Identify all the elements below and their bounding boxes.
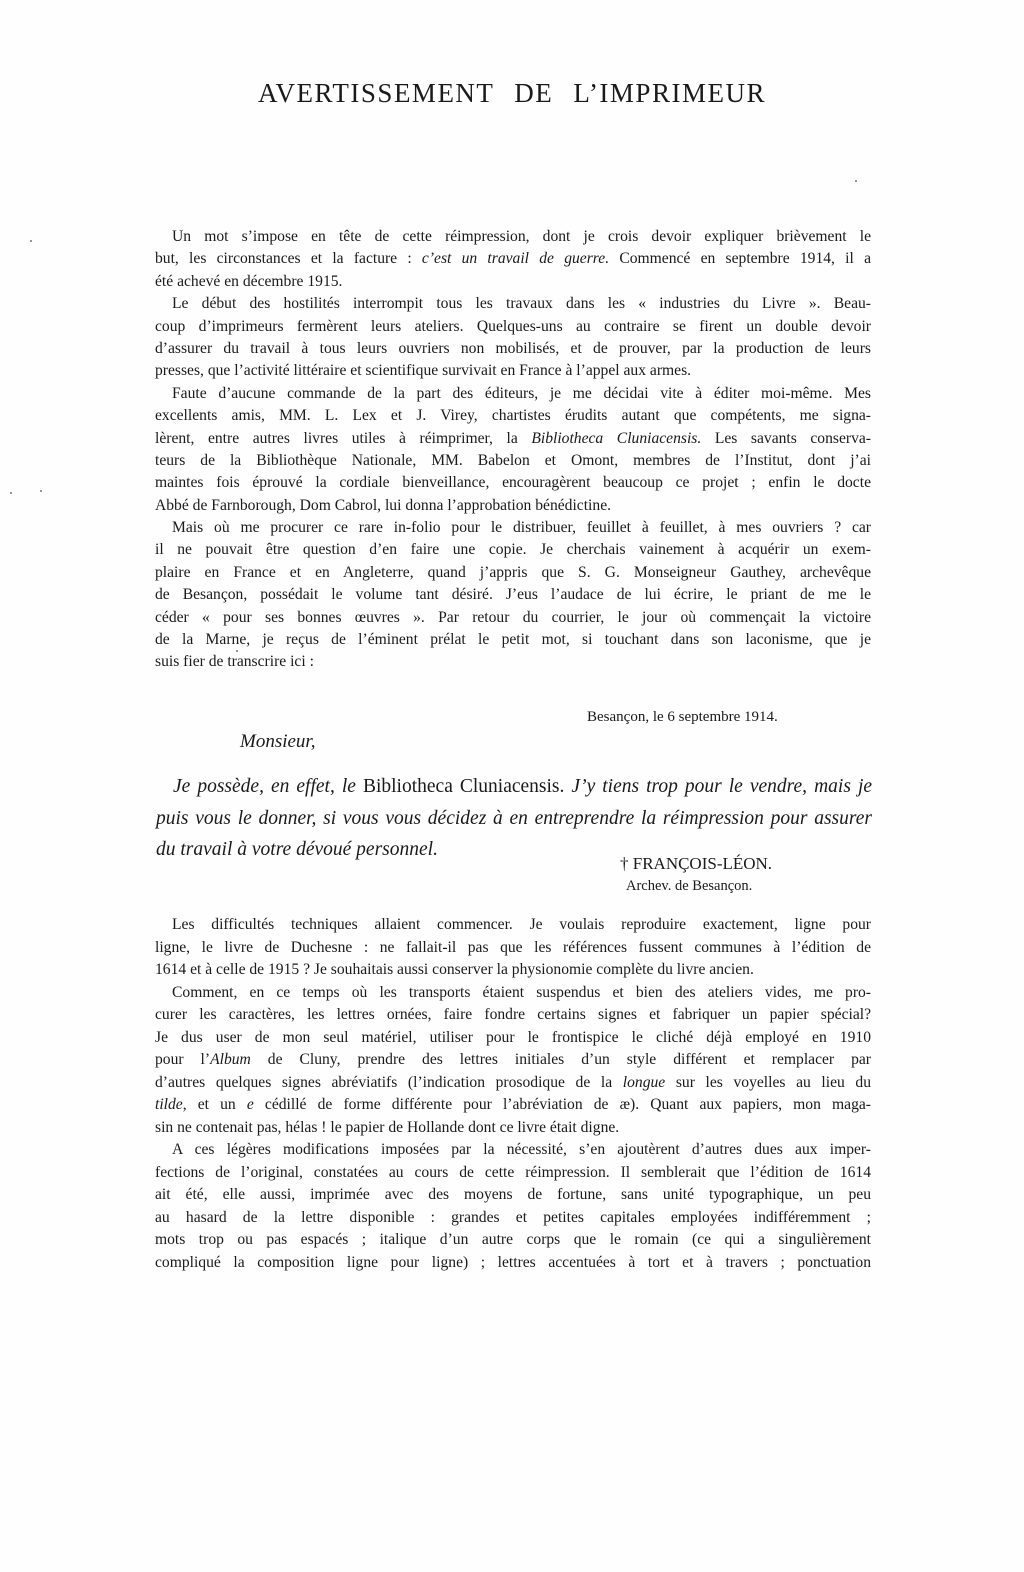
- text-span: lèrent, entre autres livres utiles à réimprimer, la: [155, 429, 532, 447]
- text-span: Je possède, en effet, le: [173, 776, 363, 797]
- text-span: , et un: [182, 1096, 247, 1113]
- text-span: J’y tiens trop pour le vendre, mais je: [564, 776, 873, 797]
- text-line: Abbé de Farnborough, Dom Cabrol, lui donna l’approbation bénédictine.: [155, 496, 612, 514]
- text-line: A ces légères modifications imposées par la nécessité, s’en ajoutèrent d’autres dues aux imper-: [172, 1141, 871, 1158]
- text-line: céder « pour ses bonnes œuvres ». Par retour du courrier, le jour où commençait la victoire: [155, 608, 871, 626]
- text-line: compliqué la composition ligne pour ligne) ; lettres accentuées à tort et à travers ; ponctuation: [155, 1253, 871, 1271]
- letter-signature: † FRANÇOIS-LÉON.: [620, 854, 773, 873]
- text-line: ait été, elle aussi, imprimée avec des moyens de fortune, sans unité typographique, un peu: [155, 1186, 871, 1203]
- text-span: de Cluny, prendre des lettres initiales d’un style différent et remplacer par: [250, 1051, 872, 1068]
- body-part-1: [155, 226, 871, 674]
- text-line: sin ne contenait pas, hélas ! le papier de Hollande dont ce livre était digne.: [155, 1118, 620, 1136]
- text-span: cédillé de forme différente pour l’abréviation de æ). Quant aux papiers, mon maga-: [253, 1096, 871, 1113]
- text-line: au hasard de la lettre disponible : grandes et petites capitales employées indifféremment ;: [155, 1208, 871, 1226]
- text-line: mots trop ou pas espacés ; italique d’un autre corps que le romain (ce qui a singulièrement: [155, 1231, 871, 1248]
- text-line: Mais où me procurer ce rare in-folio pour le distribuer, feuillet à feuillet, à mes ouvriers ? car: [172, 519, 871, 537]
- scan-speck: [10, 492, 12, 494]
- text-span: d’autres quelques signes abréviatifs (l’indication prosodique de la: [155, 1073, 623, 1091]
- text-line: Les difficultés techniques allaient commencer. Je voulais reproduire exactement, ligne pour: [172, 916, 871, 933]
- letter-line: [156, 771, 872, 803]
- letter-date: Besançon, le 6 septembre 1914.: [587, 709, 778, 725]
- letter-salutation: Monsieur,: [240, 731, 316, 752]
- text-line: de Besançon, possédait le volume tant désiré. J’eus l’audace de lui écrire, le priant de me le: [155, 586, 871, 604]
- text-line: de la Marne, je reçus de l’éminent prélat le petit mot, si touchant dans son laconisme, que je: [155, 631, 871, 649]
- text-line: coup d’imprimeurs fermèrent leurs ateliers. Quelques-uns au contraire se firent un double devoir: [155, 317, 871, 335]
- text-line: d’assurer du travail à tous leurs ouvriers non mobilisés, et de prouver, par la production de leurs: [155, 339, 871, 357]
- page-title: AVERTISSEMENT DE L’IMPRIMEUR: [258, 78, 766, 108]
- text-line: curer les caractères, les lettres ornées, faire fondre certains signes et fabriquer un papier spécial?: [155, 1006, 871, 1023]
- text-line: été achevé en décembre 1915.: [155, 272, 343, 290]
- text-line: ligne, le livre de Duchesne : ne fallait-il pas que les références fussent communes à l’édition de: [155, 938, 871, 956]
- text-line: suis fier de transcrire ici :: [155, 653, 314, 671]
- text-line: excellents amis, MM. L. Lex et J. Virey, chartistes érudits autant que compétents, me signa-: [155, 407, 871, 425]
- text-span: pour l’: [155, 1051, 211, 1068]
- scan-speck: [855, 180, 857, 182]
- text-line: presses, que l’activité littéraire et scientifique survivait en France à l’appel aux armes.: [155, 362, 692, 380]
- text-line: [155, 1094, 871, 1117]
- letter-line: puis vous le donner, si vous vous décidez à en entreprendre la réimpression pour assurer: [156, 807, 872, 829]
- text-line: Un mot s’impose en tête de cette réimpression, dont je crois devoir expliquer brièvement le: [172, 228, 871, 245]
- text-line: Je dus user de mon seul matériel, utiliser pour le frontispice le cliché déjà employé en 1910: [155, 1028, 871, 1046]
- book-title: Bibliotheca Cluniacensis.: [362, 776, 565, 797]
- text-line: [155, 1049, 871, 1072]
- text-line: maintes fois éprouvé la cordiale bienveillance, encouragèrent beaucoup ce projet ; enfin le docte: [155, 474, 871, 492]
- text-line: teurs de la Bibliothèque Nationale, MM. Babelon et Omont, membres de l’Institut, dont j’ai: [155, 451, 871, 469]
- italic-phrase: Album: [210, 1051, 251, 1068]
- letter-signature-title: Archev. de Besançon.: [626, 878, 753, 894]
- italic-phrase: longue: [622, 1073, 666, 1091]
- text-line: [155, 1072, 871, 1095]
- letter-line: du travail à votre dévoué personnel.: [156, 839, 438, 860]
- text-line: il ne pouvait être question d’en faire une copie. Je cherchais vainement à acquérir un exem-: [155, 541, 871, 559]
- italic-phrase: Bibliotheca Cluniacensis.: [531, 429, 702, 447]
- italic-phrase: e: [246, 1096, 254, 1113]
- scan-speck: [40, 490, 42, 492]
- text-line: plaire en France et en Angleterre, quand j’appris que S. G. Monseigneur Gauthey, archevêque: [155, 563, 871, 581]
- scan-speck: [30, 240, 32, 242]
- text-line: [155, 428, 871, 450]
- letter-body: [156, 771, 872, 866]
- text-line: 1614 et à celle de 1915 ? Je souhaitais aussi conserver la physionomie complète du livre ancien.: [155, 961, 754, 978]
- text-line: fections de l’original, constatées au cours de cette réimpression. Il semblerait que l’édition de 1614: [155, 1163, 871, 1181]
- scan-speck: [236, 650, 238, 652]
- text-span: Commencé en septembre 1914, il a: [609, 250, 871, 268]
- body-part-2: [155, 914, 871, 1274]
- text-line: [155, 248, 871, 270]
- text-span: Les savants conserva-: [701, 429, 871, 447]
- italic-phrase: tilde: [155, 1096, 183, 1113]
- text-span: sur les voyelles au lieu du: [665, 1073, 872, 1091]
- text-span: but, les circonstances et la facture :: [155, 250, 422, 268]
- text-line: Faute d’aucune commande de la part des éditeurs, je me décidai vite à éditer moi-même. Mes: [172, 384, 871, 402]
- italic-phrase: c’est un travail de guerre.: [421, 250, 610, 268]
- text-line: Le début des hostilités interrompit tous les travaux dans les « industries du Livre ». Beau-: [172, 295, 871, 313]
- text-line: Comment, en ce temps où les transports étaient suspendus et bien des ateliers vides, me pro-: [172, 983, 871, 1001]
